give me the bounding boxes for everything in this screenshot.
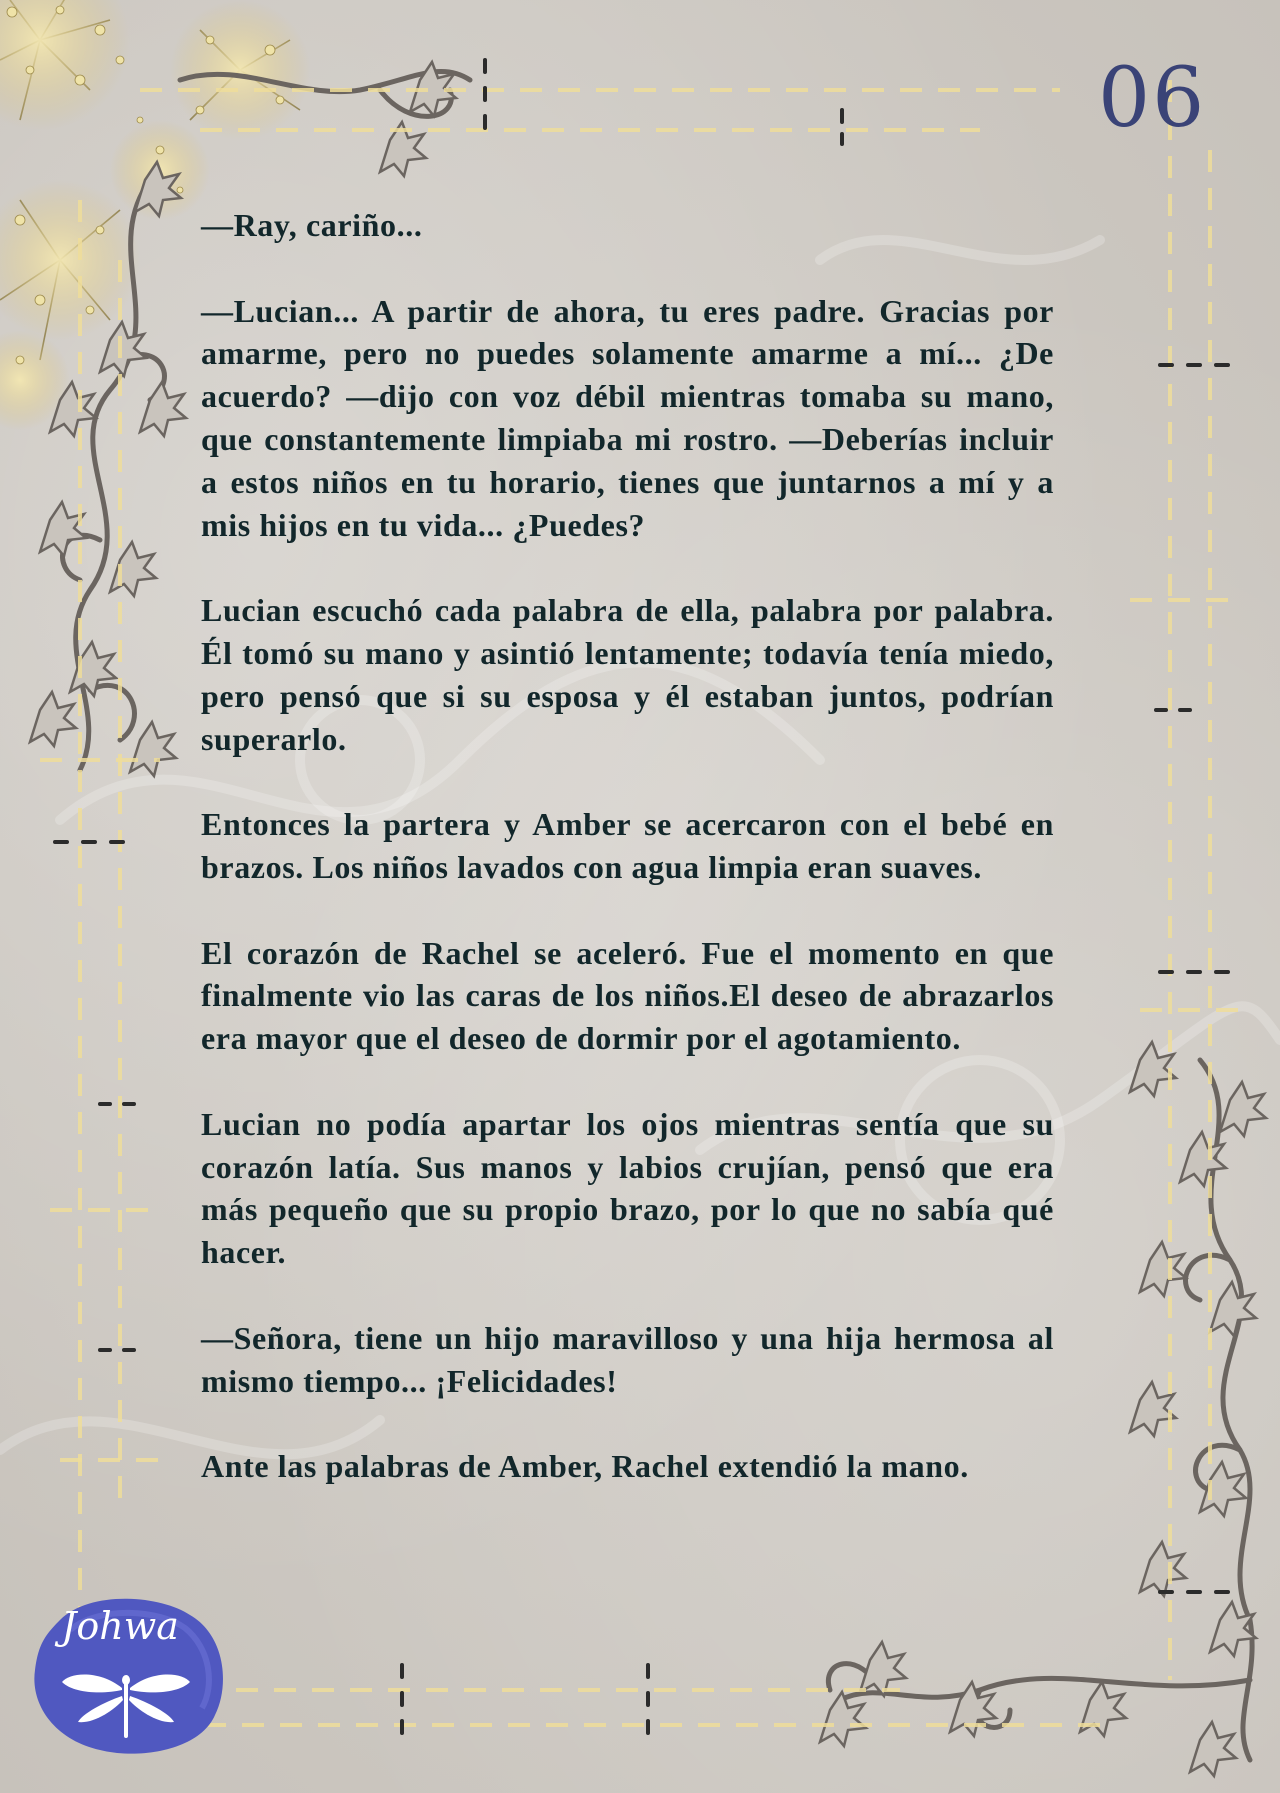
paragraph: —Ray, cariño... [201, 207, 423, 243]
paragraph: Lucian escuchó cada palabra de ella, palabra por palabra. Él tomó su mano y asintió lentamente; todavía tenía miedo, pero pensó que si su esposa y él estaban juntos, podrían superarlo. [201, 592, 1054, 757]
paragraph: —Señora, tiene un hijo maravilloso y una hija hermosa al mismo tiempo... ¡Felicidades! [201, 1319, 1054, 1399]
story-text [201, 204, 1054, 1531]
paragraph: El corazón de Rachel se aceleró. Fue el momento en que finalmente vio las caras de los niños.El deseo de abrazarlos era mayor que el deseo de dormir por el agotamiento. [201, 934, 1054, 1057]
page-number: 06 [1098, 51, 1207, 146]
brand-name: Johwa [61, 1604, 179, 1648]
paragraph: —Lucian... A partir de ahora, tu eres padre. Gracias por amarme, pero no puedes solamente amarme a mí... ¿De acuerdo? —dijo con voz débil mientras tomaba su mano, que constantemente limpiaba mi rostro. —Deberías incluir a estos niños en tu horario, tienes que juntarnos a mí y a mis hijos en tu vida... ¿Puedes? [201, 292, 1054, 543]
paragraph: Entonces la partera y Amber se acercaron con el bebé en brazos. Los niños lavados con agua limpia eran suaves. [201, 806, 1054, 885]
paragraph: Lucian no podía apartar los ojos mientras sentía que su corazón latía. Sus manos y labios crujían, pensó que era más pequeño que su propio brazo, por lo que no sabía qué hacer. [201, 1105, 1054, 1271]
brand-logo [30, 1590, 230, 1760]
paragraph: Ante las palabras de Amber, Rachel extendió la mano. [201, 1448, 969, 1485]
